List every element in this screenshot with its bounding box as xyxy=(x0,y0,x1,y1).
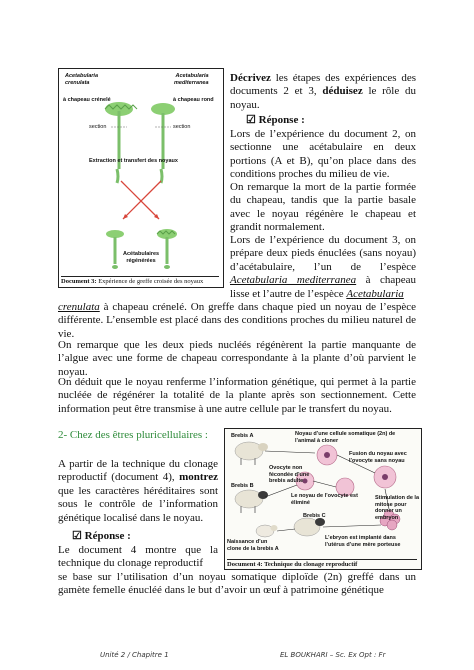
left-alga-top xyxy=(105,102,137,183)
section-2-title: 2- Chez des êtres pluricellulaires : xyxy=(58,429,208,441)
section-left-label: section xyxy=(89,124,107,130)
document-4-figure xyxy=(224,428,422,570)
footer-author: EL BOUKHARI – Sc. Ex Opt : Fr xyxy=(280,651,386,659)
document-3-caption: Document 3: Expérience de greffe croisée des noyaux xyxy=(61,276,219,285)
paragraph-doc3-end: crenulata à chapeau crénelé. On greffe dans chaque pied un noyau de l’espèce différente. L’ensemble est placé dans des conditions proches du milieu naturel de vie. xyxy=(58,301,416,340)
doc4-label-brebis-c: Brebis C xyxy=(303,513,326,519)
paragraph-cloning-question: A partir de la technique du clonage reproductif (document 4), montrez que les caractères héréditaires sont sous le contrôle de l’information génétique localisé dans le noyau. xyxy=(58,458,218,524)
sheep-b xyxy=(235,490,268,513)
paragraph-cloning-answer-a: Le document 4 montre que la technique du clonage reproductif xyxy=(58,544,218,570)
response-heading-2: ☑ Réponse : xyxy=(72,530,131,542)
paragraph-observation: On remarque la mort de la partie formée du chapeau, tandis que la partie basale avec le noyau régénère le chapeau et grandit normalement. xyxy=(230,181,416,234)
sheep-a xyxy=(235,442,268,465)
document-3-figure xyxy=(58,68,224,288)
doc4-label-fusion: Fusion du noyau avec l’ovocyte sans noyau xyxy=(349,451,407,464)
regenerated-left-alga xyxy=(106,230,124,269)
section-right-label: section xyxy=(173,124,191,130)
paragraph-doc3-start: Lors de l’expérience du document 3, on prépare deux pieds énuclées (sans noyau) d’acétabulaire, l’un de l’espèce Acetabularia mediterranea à chapeau lisse et l’autre de l’espèce Acetabularia xyxy=(230,234,416,300)
doc4-label-mitosis: Stimulation de la mitose pour donner un embryon xyxy=(375,495,420,521)
extraction-label: Extraction et transfert des noyaux xyxy=(89,158,178,164)
doc4-label-brebis-b: Brebis B xyxy=(231,483,254,489)
right-hat-label: à chapeau rond xyxy=(173,97,214,103)
doc4-label-oocyte: Ovocyte non fécondée d’une brebis adulte xyxy=(269,465,310,484)
doc4-label-somatic-nucleus: Noyau d’une cellule somatique (2n) de l’animal à cloner xyxy=(295,431,396,444)
doc4-label-clone-birth: Naissance d’un clone de la brebis A xyxy=(227,539,279,552)
cross-transfer-arrows xyxy=(121,181,161,219)
paragraph-deduction: On déduit que le noyau renferme l’information génétique, qui permet à la partie nucléée de régénérer la totalité de la plante après son sectionnement. Cette information peut être transmise à une autre cellule par le transfert du noyau. xyxy=(58,376,416,415)
paragraph-cloning-answer-b: se base sur l’utilisation d’un noyau somatique diploïde (2n) greffé dans un gamète femelle énucléé dans le but d’avoir un œuf à patrimoine génétique xyxy=(58,571,416,597)
footer-chapter: Unité 2 / Chapitre 1 xyxy=(100,651,169,659)
right-species-name: Acetabularia mediterranea xyxy=(174,73,209,86)
left-species-name: Acetabularia crenulata xyxy=(65,73,99,86)
question-text: Décrivez les étapes des expériences des documents 2 et 3, déduisez le rôle du noyau. xyxy=(230,72,416,111)
regenerated-label: Acétabulaires régénérées xyxy=(123,251,160,264)
doc4-label-brebis-a: Brebis A xyxy=(231,433,254,439)
left-hat-label: à chapeau crénelé xyxy=(63,97,111,103)
clone-lamb xyxy=(256,525,278,537)
doc4-label-nucleus-removed: Le noyau de l’ovocyte est éliminé xyxy=(291,493,358,506)
right-alga-top xyxy=(151,103,175,183)
document-4-caption: Document 4: Technique du clonage reproductif xyxy=(227,559,417,568)
sheep-c xyxy=(294,518,325,536)
paragraph-result: On remarque que les deux pieds nucléés régénèrent la partie manquante de l’algue avec une forme de chapeau correspondante à la plante d’où parvient le noyau. xyxy=(58,339,416,378)
paragraph-doc2: Lors de l’expérience du document 2, on sectionne une acétabulaire en deux portions (A et B), qu’on place dans des conditions proches du milieu de vie. xyxy=(230,128,416,181)
doc4-label-implantation: L’ebryon est implanté dans l’utérus d’une mère porteuse xyxy=(325,535,401,548)
regenerated-right-alga xyxy=(157,229,177,269)
response-heading-1: ☑ Réponse : xyxy=(246,114,305,126)
